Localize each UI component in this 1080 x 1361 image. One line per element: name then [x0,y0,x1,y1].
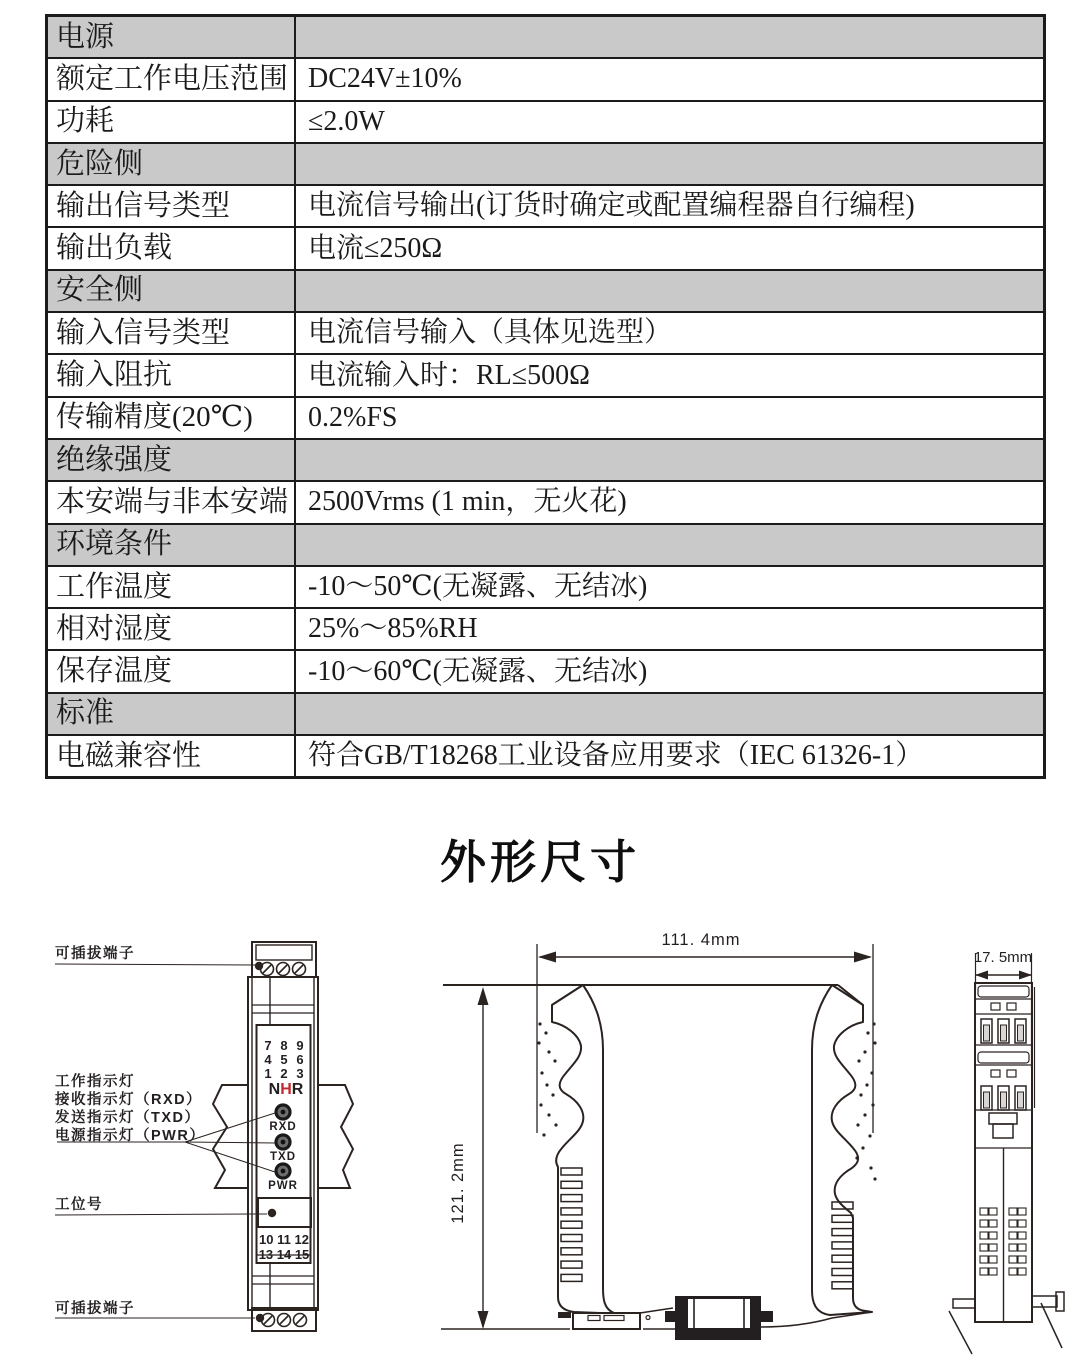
terminal-slots-bottom [981,1086,1026,1110]
spec-label: 输入阻抗 [48,355,296,395]
terminal-slots-top [981,1019,1026,1043]
section-value [296,271,1043,311]
spec-value: 0.2%FS [308,401,398,433]
spec-row [48,649,1043,691]
spec-section-row [48,523,1043,565]
terminal-number: 2 [280,1066,288,1081]
bottom-terminal-block [252,1308,316,1331]
section-label: 电源 [48,17,296,57]
width-dimension: 111. 4mm [661,931,741,949]
spec-label: 输出负载 [48,228,296,268]
terminal-numbers-top [264,1038,303,1081]
spec-label: 输入信号类型 [48,313,296,353]
led-indicators [268,1105,298,1192]
spec-table [45,14,1046,779]
spec-value: 25%～85%RH [308,613,478,645]
right-wall-profile [812,985,872,1315]
section-value [296,694,1043,734]
rx-led-label: 接收指示灯（RXD） [55,1092,203,1108]
spec-label: 传输精度(20℃) [48,398,296,438]
rxd-label: RXD [269,1121,297,1133]
spec-label: 本安端与非本安端 [48,482,296,522]
section-value [296,17,1043,57]
rail-stub-right [1032,1296,1057,1307]
terminal-number: 10 11 12 [259,1232,309,1247]
terminal-number: 7 [264,1038,272,1053]
spec-value: -10～60℃(无凝露、无结冰) [308,655,648,687]
leader-dot [255,962,263,970]
din-rail-right [318,1085,353,1188]
spec-row [48,226,1043,268]
spec-value: -10～50℃(无凝露、无结冰) [308,571,648,602]
spec-row [48,57,1043,99]
spec-label: 额定工作电压范围 [48,59,296,99]
terminal-number: 3 [296,1066,304,1081]
spec-section-row [48,269,1043,311]
txd-label: TXD [270,1151,296,1163]
left-wall-dots [537,1022,557,1136]
spec-row [48,396,1043,438]
spec-value: DC24V±10% [308,63,462,95]
spec-section-row [48,142,1043,184]
terminal-number: 8 [280,1038,288,1053]
terminal-number: 1 [264,1066,272,1081]
pwr-label: PWR [268,1180,298,1192]
spec-label: 输出信号类型 [48,186,296,226]
spec-label: 电磁兼容性 [48,736,296,776]
spec-section-row [48,438,1043,480]
section-label: 安全侧 [48,271,296,311]
bottom-terminal-label: 可插拔端子 [55,1301,135,1317]
spec-row [48,565,1043,607]
pwr-led-label: 电源指示灯（PWR） [55,1128,206,1144]
spec-row [48,100,1043,142]
spec-value: 电流信号输入（具体见选型） [308,317,673,349]
spec-row [48,353,1043,395]
terminal-number: 6 [296,1052,304,1067]
spec-label: 相对湿度 [48,609,296,649]
spec-value: 电流≤250Ω [308,232,443,264]
module-side-view [441,931,877,1340]
module-end-view [949,949,1064,1354]
nhr-logo: NHR [268,1081,304,1098]
section-label: 环境条件 [48,525,296,565]
spec-value: 电流信号输出(订货时确定或配置编程器自行编程) [308,190,915,222]
leader-dot [256,1314,264,1322]
spec-value: ≤2.0W [308,105,385,137]
height-dimension: 121. 2mm [449,1142,467,1224]
spec-row [48,184,1043,226]
spec-value: 2500Vrms (1 min，无火花) [308,486,627,518]
section-label: 绝缘强度 [48,440,296,480]
rail-stub-left [953,1299,975,1308]
latch [989,1113,1017,1124]
spec-section-row [48,692,1043,734]
top-terminal-label: 可插拔端子 [55,946,135,962]
section-label: 危险侧 [48,144,296,184]
spec-label: 功耗 [48,102,296,142]
spec-row [48,607,1043,649]
terminal-number: 4 [264,1052,272,1067]
top-terminal-block [252,942,316,977]
spec-value: 电流输入时：RL≤500Ω [308,359,590,391]
end-width-dimension: 17. 5mm [973,949,1033,966]
spec-row [48,480,1043,522]
bottom-connector [665,1296,773,1340]
outline-dimensions-title: 外形尺寸 [440,836,640,888]
terminal-number: 5 [280,1052,288,1067]
spec-section-row [48,17,1043,57]
spec-row [48,734,1043,776]
terminal-number: 13 14 15 [258,1247,310,1262]
terminal-numbers-bottom [259,1232,310,1262]
din-rail-left [213,1085,248,1188]
station-number-window [258,1198,311,1227]
spec-label: 保存温度 [48,651,296,691]
tx-led-label: 发送指示灯（TXD） [55,1110,201,1126]
section-value [296,144,1043,184]
spec-value: 符合GB/T18268工业设备应用要求（IEC 61326-1） [308,740,924,772]
terminal-number: 9 [296,1038,304,1053]
section-label: 标准 [48,694,296,734]
outline-drawings [0,900,1080,1356]
module-front-view [54,942,353,1331]
spec-label: 工作温度 [48,567,296,607]
work-led-label: 工作指示灯 [55,1074,135,1090]
spec-row [48,311,1043,353]
section-value [296,440,1043,480]
section-value [296,525,1043,565]
station-label: 工位号 [55,1197,103,1213]
